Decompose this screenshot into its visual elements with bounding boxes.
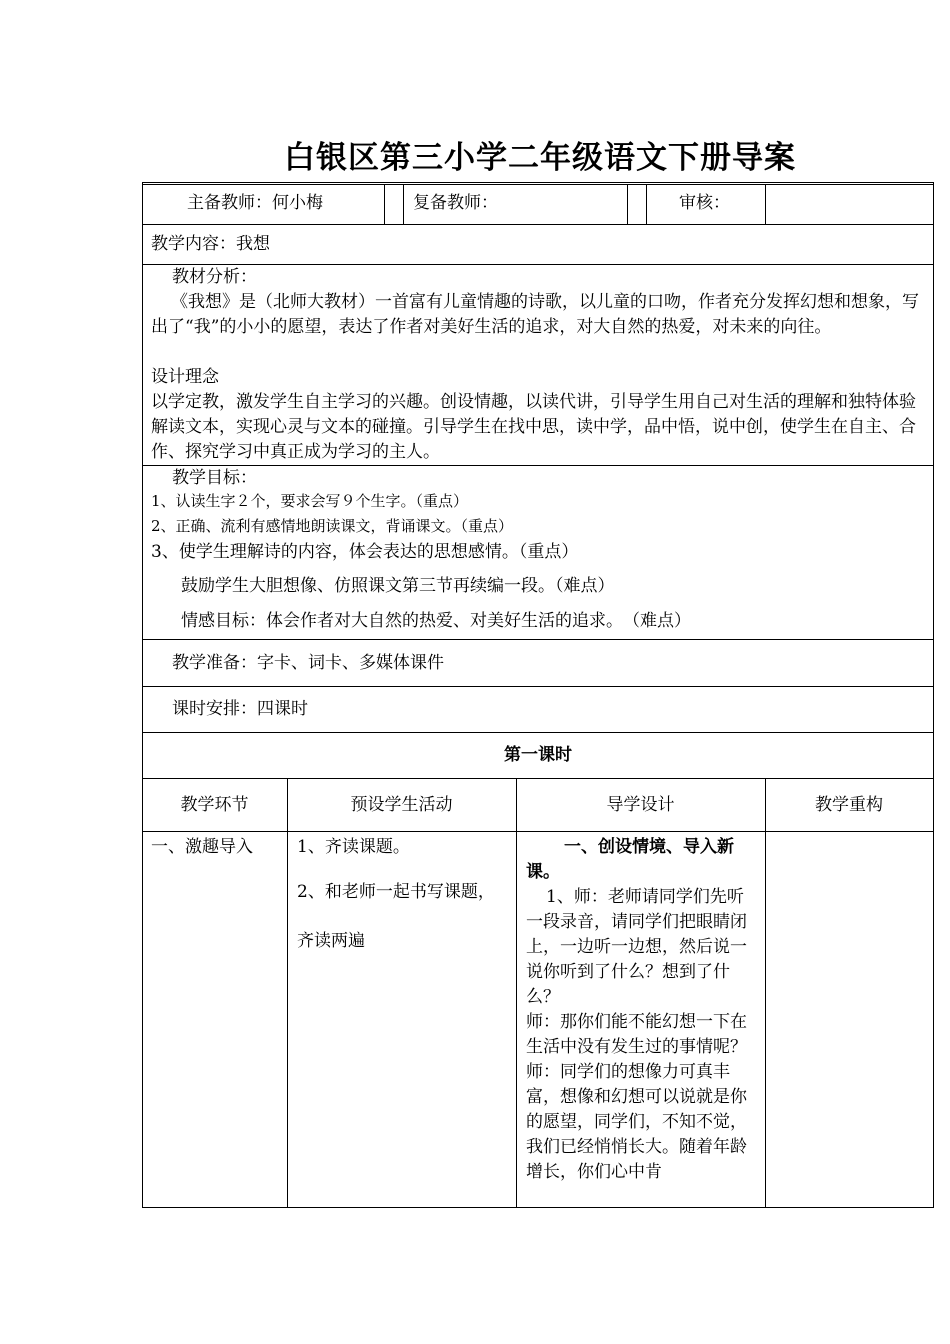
objective-item: 鼓励学生大胆想像、仿照课文第三节再续编一段。（难点） (181, 576, 615, 596)
page-title: 白银区第三小学二年级语文下册导案 (284, 140, 796, 176)
objective-item: 2、正确、流利有感情地朗读课文，背诵课文。（重点） (151, 517, 514, 535)
teaching-content: 教学内容：我想 (151, 234, 270, 254)
auditor: 审核： (679, 193, 730, 213)
activity-line: 2、和老师一起书写课题， (297, 882, 495, 902)
column-header-stage: 教学环节 (180, 795, 249, 815)
concept-text: 以学定教，激发学生自主学习的兴趣。创设情趣，以读代讲，引导学生用自己对生活的理解和独特体验解读文本，实现心灵与文本的碰撞。引导学生在找中思，读中学，品中悟，说中创，使学生在自主、合作、探究学习中真正成为学习的主人。 (151, 392, 916, 462)
objectives-heading: 教学目标： (172, 468, 257, 488)
lead-teacher: 主备教师：何小梅 (187, 193, 323, 213)
analysis-text: 《我想》是（北师大教材）一首富有儿童情趣的诗歌，以儿童的口吻，作者充分发挥幻想和想象，写出了“我”的小小的愿望，表达了作者对美好生活的追求，对大自然的热爱，对未来的向往。 (151, 292, 919, 337)
design-heading: 一、创设情境、导入新课。 (526, 837, 734, 882)
objective-item: 情感目标：体会作者对大自然的热爱、对美好生活的追求。 （难点） (181, 611, 691, 631)
objective-item: 3、使学生理解诗的内容，体会表达的思想感情。（重点） (151, 542, 579, 562)
column-header-rebuild: 教学重构 (815, 795, 883, 815)
schedule: 课时安排：四课时 (172, 699, 308, 719)
design-text: 1、师：老师请同学们先听一段录音，请同学们把眼睛闭上，一边听一边想，然后说一说你听到了什么？想到了什么？ 师：那你们能不能幻想一下在生活中没有发生过的事情呢？ 师：同学们的想像力可真丰富，想像和幻想可以说就是你的愿望，同学们，不知不觉，我们已经悄悄长大。随着年龄增长，你们心中肯 (526, 887, 747, 1182)
concept-heading: 设计理念 (151, 367, 219, 387)
analysis-heading: 教材分析： (172, 267, 257, 287)
lesson-title: 第一课时 (504, 745, 572, 765)
stage-cell: 一、激趣导入 (151, 837, 253, 857)
objective-item: 1、认读生字２个，要求会写９个生字。（重点） (151, 492, 469, 510)
activity-line: 1、齐读课题。 (297, 837, 410, 857)
column-header-design: 导学设计 (606, 795, 675, 815)
activity-line: 齐读两遍 (297, 931, 365, 951)
review-teacher: 复备教师： (413, 193, 498, 213)
column-header-activity: 预设学生活动 (350, 795, 453, 815)
preparation: 教学准备：字卡、词卡、多媒体课件 (172, 653, 444, 673)
